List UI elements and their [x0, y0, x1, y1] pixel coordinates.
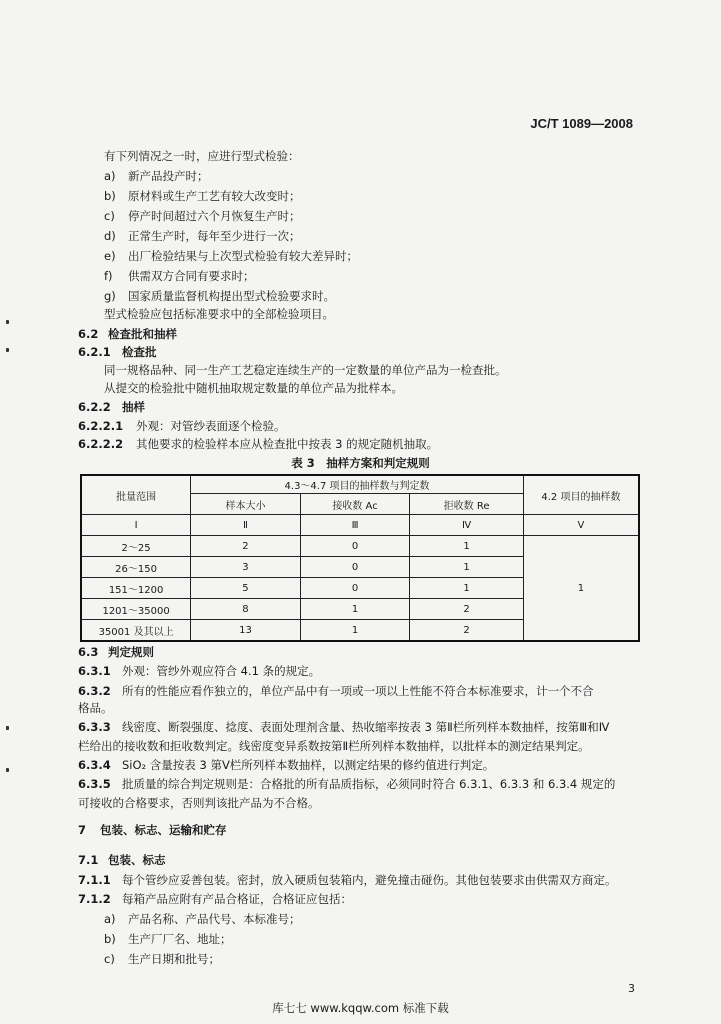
table-row	[81, 536, 639, 557]
list-text: 出厂检验结果与上次型式检验有较大差异时；	[128, 249, 358, 263]
section-title: 包装、标志	[108, 853, 166, 867]
intro-item-g	[104, 288, 335, 304]
scan-speck	[6, 320, 9, 324]
list-mark: a)	[104, 912, 116, 926]
roman-label: Ⅴ	[523, 515, 639, 536]
list-text: 国家质量监督机构提出型式检验要求时。	[128, 289, 335, 303]
cell-reject: 1	[410, 536, 524, 557]
list-text: 正常生产时，每年至少进行一次；	[128, 229, 301, 243]
heading-6-2-1	[78, 344, 157, 360]
para-6-3-2-line1	[78, 683, 594, 699]
cell-v-value: 1	[523, 536, 639, 642]
watermark-footer: 库七七 www.kqqw.com 标准下载	[272, 1001, 449, 1015]
section-text: 其他要求的检验样本应从检查批中按表 3 的规定随机抽取。	[136, 437, 439, 451]
para-7-1-2	[78, 891, 352, 907]
cell-range: 2～25	[81, 536, 191, 557]
scan-speck	[6, 768, 9, 772]
cell-reject: 2	[410, 599, 524, 620]
list-text: 生产厂厂名、地址；	[128, 932, 232, 946]
scan-speck	[6, 348, 9, 352]
cell-accept: 0	[300, 557, 410, 578]
list-mark: c)	[104, 209, 115, 223]
section-text: SiO₂ 含量按表 3 第Ⅴ栏所列样本数抽样，以测定结果的修约值进行判定。	[122, 758, 495, 772]
section-number: 6.3	[78, 645, 99, 659]
section-number: 7.1	[78, 853, 99, 867]
para-7-1-1	[78, 872, 617, 888]
section-title: 包装、标志、运输和贮存	[100, 823, 227, 837]
para-6-2-2-2	[78, 436, 438, 452]
table-header-row	[81, 475, 639, 494]
cert-item-b	[104, 931, 232, 947]
roman-label: Ⅲ	[300, 515, 410, 536]
heading-6-2	[78, 326, 177, 342]
col-accept: 接收数 Ac	[300, 494, 410, 515]
section-text: 外观：对管纱表面逐个检验。	[136, 419, 286, 433]
cert-item-a	[104, 911, 301, 927]
section-number: 6.3.5	[78, 777, 111, 791]
para-6-3-2-line2: 格品。	[78, 701, 113, 715]
cell-sample: 13	[191, 620, 301, 642]
list-mark: f)	[104, 269, 113, 283]
section-text: 线密度、断裂强度、捻度、表面处理剂含量、热收缩率按表 3 第Ⅱ栏所列样本数抽样，按第Ⅲ和Ⅳ	[122, 720, 610, 734]
section-title: 抽样	[122, 400, 145, 414]
list-text: 原材料或生产工艺有较大改变时；	[128, 189, 301, 203]
para-6-3-4	[78, 757, 494, 773]
col-batch-range: 批量范围	[81, 475, 191, 515]
standard-code: JC/T 1089—2008	[530, 116, 633, 131]
list-mark: d)	[104, 229, 116, 243]
section-number: 6.2.2.1	[78, 419, 124, 433]
cell-reject: 1	[410, 557, 524, 578]
section-text: 每箱产品应附有产品合格证，合格证应包括：	[122, 892, 352, 906]
heading-7	[78, 822, 227, 838]
para-6-2-2-1	[78, 418, 286, 434]
list-mark: a)	[104, 169, 116, 183]
intro-item-f	[104, 268, 255, 284]
cell-accept: 1	[300, 599, 410, 620]
section-number: 7	[78, 823, 87, 837]
col-group-header: 4.3～4.7 项目的抽样数与判定数	[191, 475, 524, 494]
section-text: 所有的性能应看作独立的，单位产品中有一项或一项以上性能不符合本标准要求，计一个不合	[122, 684, 594, 698]
section-number: 6.2.1	[78, 345, 111, 359]
cell-range: 151～1200	[81, 578, 191, 599]
para-6-2-1-b: 从提交的检验批中随机抽取规定数量的单位产品为批样本。	[104, 381, 403, 395]
intro-item-a	[104, 168, 209, 184]
list-text: 产品名称、产品代号、本标准号；	[128, 912, 301, 926]
list-text: 新产品投产时；	[128, 169, 209, 183]
roman-label: Ⅱ	[191, 515, 301, 536]
cell-sample: 3	[191, 557, 301, 578]
intro-item-b	[104, 188, 301, 204]
list-mark: e)	[104, 249, 116, 263]
intro-tail: 型式检验应包括标准要求中的全部检验项目。	[104, 307, 334, 321]
cell-sample: 8	[191, 599, 301, 620]
intro-item-d	[104, 228, 301, 244]
section-number: 7.1.2	[78, 892, 111, 906]
section-number: 6.3.1	[78, 664, 111, 678]
section-number: 6.3.4	[78, 758, 111, 772]
section-number: 7.1.1	[78, 873, 111, 887]
para-6-3-1	[78, 663, 320, 679]
list-text: 供需双方合同有要求时；	[128, 269, 255, 283]
cell-sample: 2	[191, 536, 301, 557]
col-reject: 拒收数 Re	[410, 494, 524, 515]
list-mark: b)	[104, 189, 116, 203]
roman-label: Ⅰ	[81, 515, 191, 536]
cell-sample: 5	[191, 578, 301, 599]
section-text: 外观：管纱外观应符合 4.1 条的规定。	[122, 664, 321, 678]
intro-item-e	[104, 248, 358, 264]
heading-7-1	[78, 852, 166, 868]
cert-item-c	[104, 951, 220, 967]
section-number: 6.2	[78, 327, 99, 341]
cell-range: 26～150	[81, 557, 191, 578]
list-mark: g)	[104, 289, 116, 303]
section-title: 检查批和抽样	[108, 327, 177, 341]
col-4-2-samples: 4.2 项目的抽样数	[523, 475, 639, 515]
cell-reject: 2	[410, 620, 524, 642]
cell-accept: 0	[300, 578, 410, 599]
page-number: 3	[628, 982, 635, 995]
section-title: 判定规则	[108, 645, 154, 659]
section-text: 批质量的综合判定规则是：合格批的所有品质指标，必须同时符合 6.3.1、6.3.3 和 6.3.4 规定的	[122, 777, 616, 791]
para-6-3-5-line2: 可接收的合格要求，否则判该批产品为不合格。	[78, 796, 320, 810]
heading-6-3	[78, 644, 154, 660]
intro-lead: 有下列情况之一时，应进行型式检验：	[104, 149, 300, 163]
list-text: 生产日期和批号；	[128, 952, 220, 966]
table-roman-row	[81, 515, 639, 536]
section-number: 6.3.3	[78, 720, 111, 734]
para-6-3-3-line2: 栏给出的接收数和拒收数判定。线密度变异系数按第Ⅱ栏所列样本数抽样，以批样本的测定结果判定。	[78, 739, 590, 753]
cell-accept: 0	[300, 536, 410, 557]
cell-reject: 1	[410, 578, 524, 599]
list-mark: c)	[104, 952, 115, 966]
cell-range: 1201～35000	[81, 599, 191, 620]
col-sample-size: 样本大小	[191, 494, 301, 515]
para-6-3-3-line1	[78, 719, 609, 735]
list-mark: b)	[104, 932, 116, 946]
table-caption: 表 3 抽样方案和判定规则	[291, 456, 430, 470]
list-text: 停产时间超过六个月恢复生产时；	[128, 209, 301, 223]
section-text: 每个管纱应妥善包装。密封，放入硬质包装箱内，避免撞击碰伤。其他包装要求由供需双方商定。	[122, 873, 617, 887]
cell-accept: 1	[300, 620, 410, 642]
section-number: 6.2.2	[78, 400, 111, 414]
para-6-3-5-line1	[78, 776, 615, 792]
heading-6-2-2	[78, 399, 145, 415]
intro-item-c	[104, 208, 301, 224]
section-number: 6.3.2	[78, 684, 111, 698]
sampling-table	[80, 474, 640, 642]
cell-range: 35001 及其以上	[81, 620, 191, 642]
scan-speck	[6, 726, 9, 730]
roman-label: Ⅳ	[410, 515, 524, 536]
section-title: 检查批	[122, 345, 157, 359]
section-number: 6.2.2.2	[78, 437, 124, 451]
para-6-2-1-a: 同一规格品种、同一生产工艺稳定连续生产的一定数量的单位产品为一检查批。	[104, 363, 507, 377]
